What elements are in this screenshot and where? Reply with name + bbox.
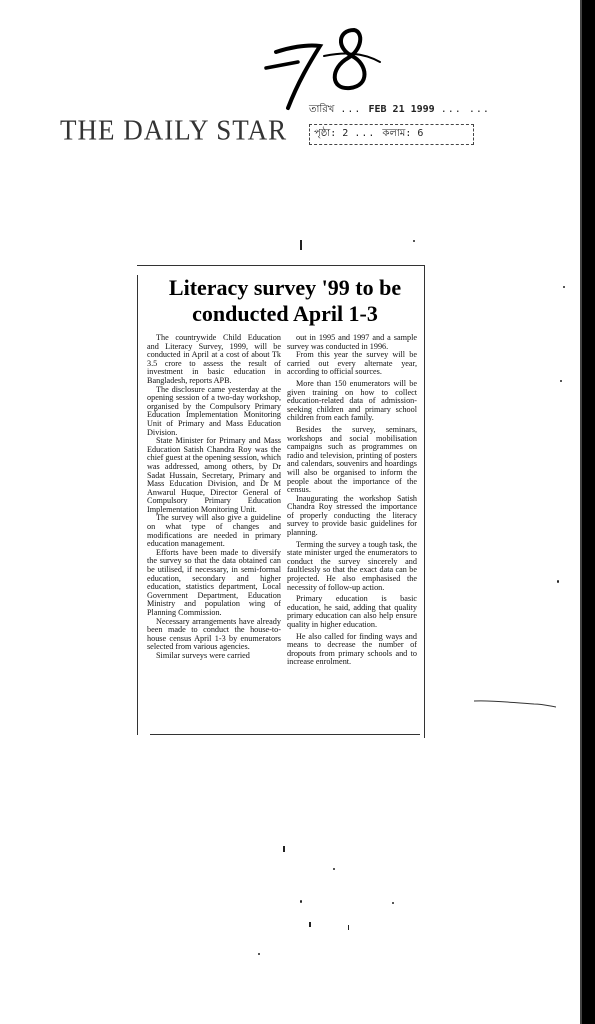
archive-stamp bbox=[305, 94, 490, 148]
stamp-page-value: 2 bbox=[342, 128, 349, 139]
article-paragraph: Necessary arrangements have already been made to conduct the house-to-house census April 1-3 by enumerators selected from various agencies. bbox=[147, 616, 281, 652]
article-right-column bbox=[287, 334, 417, 667]
headline-line-2: conducted April 1-3 bbox=[192, 301, 378, 326]
article-paragraph: Inaugurating the workshop Satish Chandra Roy stressed the importance of properly conducting the literacy survey to provide basic guidelines for planning. bbox=[287, 493, 417, 538]
article-paragraph: Efforts have been made to diversify the survey so that the data obtained can be utilised, if necessary, in semi-formal education, secondary and higher education, statistics department, Local Government Department, Education Ministry and population wing of Planning Commission. bbox=[147, 547, 281, 617]
clipping-left-edge bbox=[137, 275, 138, 735]
article-paragraph: State Minister for Primary and Mass Education Satish Chandra Roy was the chief guest at the opening session, which was addressed, among others, by Dr Sadat Hussain, Secretary, Primary and Mass Education Division, and Dr M Anwarul Huque, Director General of Compulsory Primary Education Implementation Monitoring Unit. bbox=[147, 436, 281, 514]
stamp-date-label: তারিখ bbox=[309, 104, 335, 115]
clipping-bottom-edge bbox=[150, 734, 420, 735]
pencil-mark bbox=[474, 698, 556, 708]
stamp-date-value: FEB 21 1999 bbox=[368, 104, 435, 115]
newspaper-masthead: THE DAILY STAR bbox=[60, 114, 288, 146]
article-left-column bbox=[147, 334, 281, 661]
article-headline bbox=[150, 275, 420, 327]
scan-edge-shadow bbox=[582, 0, 595, 1024]
article-paragraph: out in 1995 and 1997 and a sample survey was conducted in 1996. bbox=[287, 333, 417, 351]
article-paragraph: From this year the survey will be carried out every alternate year, according to official sources. bbox=[287, 350, 417, 377]
stamp-page-row: পৃষ্ঠা: 2 ... কলাম: 6 bbox=[309, 124, 474, 145]
article-paragraph: The countrywide Child Education and Literacy Survey, 1999, will be conducted in April at a cost of about Tk 3.5 crore to assess the result of investment in basic education in Bangladesh, reports APB. bbox=[147, 333, 281, 385]
article-paragraph: The survey will also give a guideline on what type of changes and modifications are needed in primary education management. bbox=[147, 513, 281, 549]
article-paragraph: Besides the survey, seminars, workshops and social mobilisation campaigns such as programmes on radio and television, printing of posters and calendars, souvenirs and hoardings will also be organised to inform the people about the importance of the census. bbox=[287, 424, 417, 495]
article-paragraph: He also called for finding ways and means to decrease the number of dropouts from primary schools and to increase enrolment. bbox=[287, 631, 417, 667]
stamp-date-row: তারিখ ... FEB 21 1999 ... ... bbox=[309, 104, 490, 115]
headline-line-1: Literacy survey '99 to be bbox=[168, 275, 402, 300]
article-paragraph: Similar surveys were carried bbox=[156, 650, 250, 660]
article-paragraph: Terming the survey a tough task, the state minister urged the enumerators to conduct the survey sincerely and faultlessly so that the exact data can be projected. He also emphasised the necessity of follow-up action. bbox=[287, 539, 417, 592]
scan-edge-line bbox=[580, 0, 582, 1024]
article-paragraph: Primary education is basic education, he said, adding that quality primary education can also help ensure quality in higher education. bbox=[287, 594, 417, 629]
stamp-column-label: কলাম bbox=[382, 128, 406, 139]
stamp-column-value: 6 bbox=[417, 128, 424, 139]
article-paragraph: More than 150 enumerators will be given training on how to collect education-related data of admission-seeking children and primary school children from each family. bbox=[287, 378, 417, 423]
article-paragraph: The disclosure came yesterday at the opening session of a two-day workshop, organised by the Compulsory Primary Education Implementation Monitoring Unit of Primary and Mass Education Division. bbox=[147, 384, 281, 437]
stamp-page-label: পৃষ্ঠা bbox=[314, 128, 331, 139]
